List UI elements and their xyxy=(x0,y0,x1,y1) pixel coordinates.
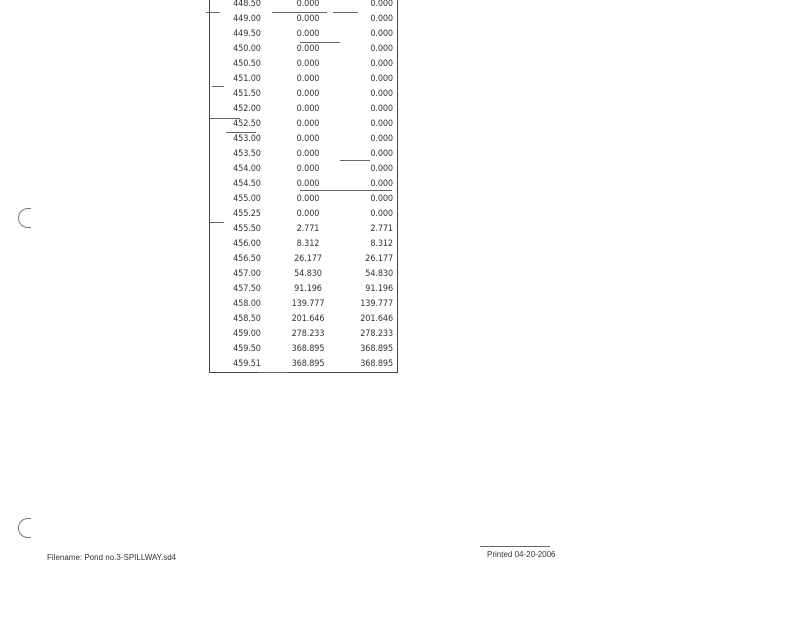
total-storage-cell: 0.000 xyxy=(370,0,393,9)
stage-cell: 453.00 xyxy=(233,134,261,144)
incremental-storage-cell: 91.196 xyxy=(294,284,322,294)
stage-cell: 449.50 xyxy=(233,29,261,39)
incremental-storage-cell: 0.000 xyxy=(296,164,320,174)
table-row xyxy=(210,12,397,27)
scan-speck xyxy=(210,222,224,223)
table-row xyxy=(210,237,397,252)
stage-cell: 451.00 xyxy=(233,74,261,84)
stage-cell: 454.00 xyxy=(233,164,261,174)
total-storage-cell: 278.233 xyxy=(360,329,393,339)
incremental-storage-cell: 0.000 xyxy=(296,44,320,54)
total-storage-cell: 0.000 xyxy=(370,209,393,219)
table-row xyxy=(210,162,397,177)
stage-cell: 458.50 xyxy=(233,314,261,324)
table-row xyxy=(210,192,397,207)
table-row xyxy=(210,132,397,147)
table-row xyxy=(210,357,397,372)
total-storage-cell: 0.000 xyxy=(370,59,393,69)
stage-cell: 459.00 xyxy=(233,329,261,339)
total-storage-cell: 0.000 xyxy=(370,119,393,129)
stage-cell: 457.50 xyxy=(233,284,261,294)
total-storage-cell: 368.895 xyxy=(360,359,393,369)
scan-speck xyxy=(340,160,370,161)
incremental-storage-cell: 8.312 xyxy=(296,239,320,249)
incremental-storage-cell: 26.177 xyxy=(294,254,322,264)
stage-cell: 457.00 xyxy=(233,269,261,279)
punch-hole-lower xyxy=(18,518,31,538)
incremental-storage-cell: 0.000 xyxy=(296,104,320,114)
table-row xyxy=(210,282,397,297)
stage-storage-table xyxy=(209,0,398,373)
table-row xyxy=(210,297,397,312)
total-storage-cell: 0.000 xyxy=(370,14,393,24)
scan-speck xyxy=(206,12,220,13)
incremental-storage-cell: 368.895 xyxy=(291,344,325,354)
incremental-storage-cell: 0.000 xyxy=(296,89,320,99)
total-storage-cell: 0.000 xyxy=(370,164,393,174)
incremental-storage-cell: 0.000 xyxy=(296,149,320,159)
stage-cell: 458.00 xyxy=(233,299,261,309)
punch-hole-upper xyxy=(18,208,31,228)
table-row xyxy=(210,252,397,267)
scan-speck xyxy=(212,86,224,87)
incremental-storage-cell: 201.646 xyxy=(291,314,325,324)
scan-speck xyxy=(480,546,550,547)
scan-speck xyxy=(272,12,327,13)
incremental-storage-cell: 139.777 xyxy=(291,299,325,309)
incremental-storage-cell: 278.233 xyxy=(291,329,325,339)
table-row xyxy=(210,72,397,87)
stage-cell: 452.50 xyxy=(233,119,261,129)
footer-filename: Filename: Pond no.3-SPILLWAY.sd4 xyxy=(47,553,177,562)
stage-cell: 450.00 xyxy=(233,44,261,54)
total-storage-cell: 201.646 xyxy=(360,314,393,324)
total-storage-cell: 91.196 xyxy=(365,284,393,294)
total-storage-cell: 0.000 xyxy=(370,179,393,189)
stage-cell: 453.50 xyxy=(233,149,261,159)
stage-cell: 455.25 xyxy=(233,209,261,219)
incremental-storage-cell: 2.771 xyxy=(296,224,320,234)
incremental-storage-cell: 0.000 xyxy=(296,209,320,219)
scan-speck xyxy=(300,42,340,43)
stage-cell: 450.50 xyxy=(233,59,261,69)
incremental-storage-cell: 368.895 xyxy=(291,359,325,369)
stage-cell: 452.00 xyxy=(233,104,261,114)
table-row xyxy=(210,267,397,282)
scan-speck xyxy=(226,132,256,133)
total-storage-cell: 139.777 xyxy=(360,299,393,309)
incremental-storage-cell: 0.000 xyxy=(296,29,320,39)
table-row xyxy=(210,57,397,72)
scan-speck xyxy=(258,372,288,373)
total-storage-cell: 0.000 xyxy=(370,74,393,84)
incremental-storage-cell: 0.000 xyxy=(296,194,320,204)
incremental-storage-cell: 54.830 xyxy=(294,269,322,279)
total-storage-cell: 0.000 xyxy=(370,194,393,204)
stage-cell: 455.00 xyxy=(233,194,261,204)
incremental-storage-cell: 0.000 xyxy=(296,179,320,189)
total-storage-cell: 0.000 xyxy=(370,44,393,54)
total-storage-cell: 0.000 xyxy=(370,104,393,114)
incremental-storage-cell: 0.000 xyxy=(296,14,320,24)
total-storage-cell: 0.000 xyxy=(370,29,393,39)
table-row xyxy=(210,87,397,102)
stage-cell: 451.50 xyxy=(233,89,261,99)
stage-cell: 459.51 xyxy=(233,359,261,369)
stage-cell: 456.50 xyxy=(233,254,261,264)
scan-speck xyxy=(333,12,358,13)
stage-cell: 448.50 xyxy=(233,0,261,9)
table-row xyxy=(210,312,397,327)
table-row xyxy=(210,117,397,132)
total-storage-cell: 26.177 xyxy=(365,254,393,264)
stage-cell: 456.00 xyxy=(233,239,261,249)
table-row xyxy=(210,222,397,237)
incremental-storage-cell: 0.000 xyxy=(296,0,320,9)
total-storage-cell: 0.000 xyxy=(370,149,393,159)
stage-cell: 455.50 xyxy=(233,224,261,234)
incremental-storage-cell: 0.000 xyxy=(296,134,320,144)
total-storage-cell: 0.000 xyxy=(370,89,393,99)
table-row xyxy=(210,207,397,222)
total-storage-cell: 368.895 xyxy=(360,344,393,354)
stage-cell: 459.50 xyxy=(233,344,261,354)
scan-speck xyxy=(300,190,392,191)
incremental-storage-cell: 0.000 xyxy=(296,59,320,69)
total-storage-cell: 8.312 xyxy=(370,239,393,249)
total-storage-cell: 2.771 xyxy=(370,224,393,234)
table-row xyxy=(210,0,397,12)
stage-cell: 449.00 xyxy=(233,14,261,24)
table-row xyxy=(210,102,397,117)
table-row xyxy=(210,27,397,42)
scan-speck xyxy=(210,118,240,119)
table-row xyxy=(210,42,397,57)
incremental-storage-cell: 0.000 xyxy=(296,74,320,84)
stage-cell: 454.50 xyxy=(233,179,261,189)
incremental-storage-cell: 0.000 xyxy=(296,119,320,129)
table-row xyxy=(210,342,397,357)
footer-printed-date: Printed 04-20-2006 xyxy=(487,550,556,559)
table-row xyxy=(210,327,397,342)
total-storage-cell: 54.830 xyxy=(365,269,393,279)
total-storage-cell: 0.000 xyxy=(370,134,393,144)
